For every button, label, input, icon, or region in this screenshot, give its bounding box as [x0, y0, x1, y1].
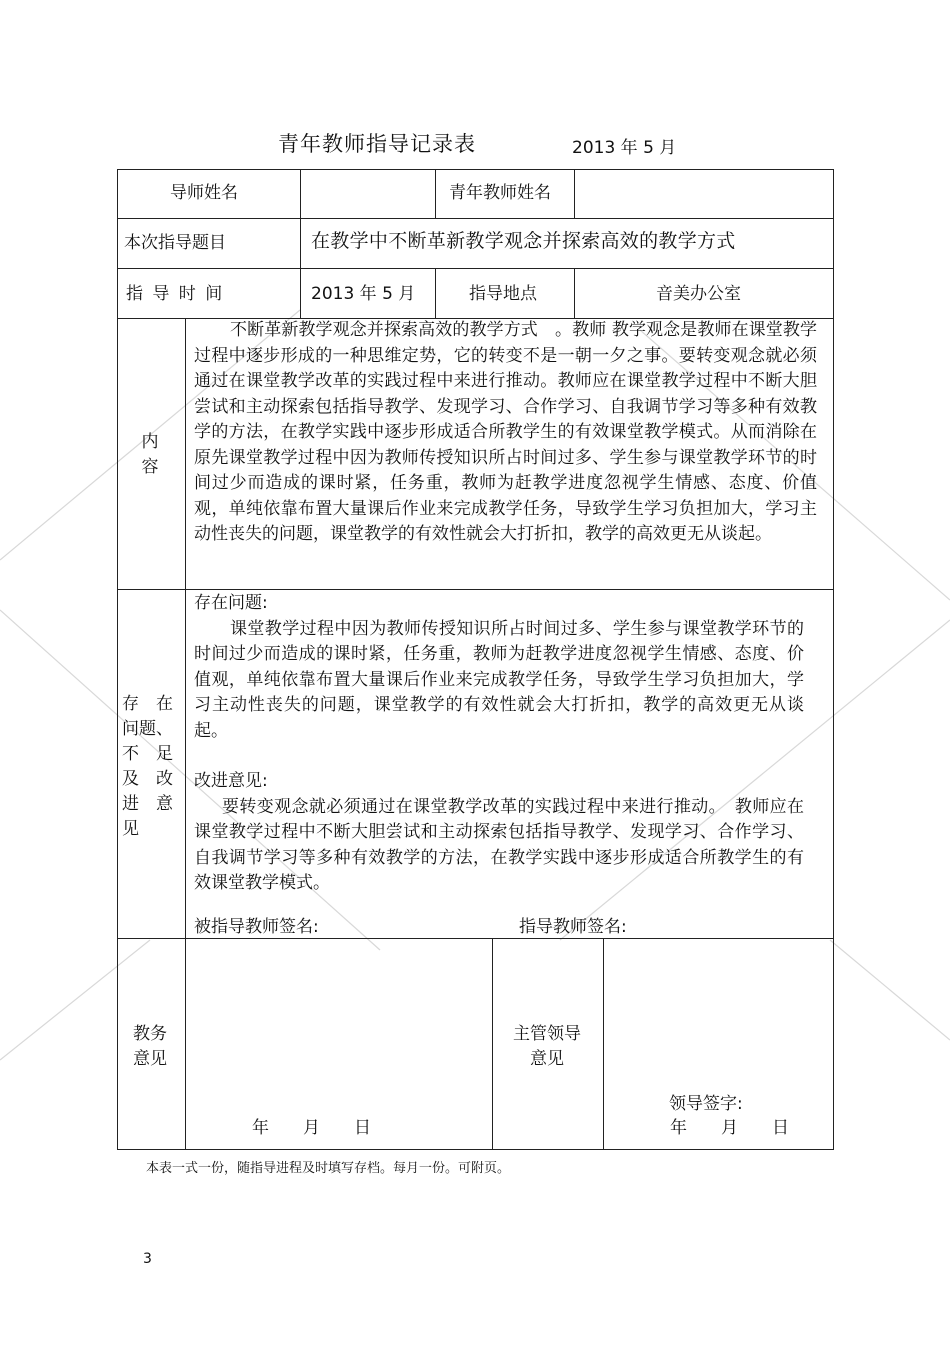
content-text-block [194, 318, 817, 548]
academic-affairs-date: 年 月 日 [252, 1118, 371, 1138]
mentee-signature-label: 被指导教师签名: [194, 917, 319, 937]
academic-affairs-label [122, 1022, 178, 1072]
content-paragraph: 不断革新教学观念并探索高效的教学方式 。教师 教学观念是教师在课堂教学过程中逐步形成的一种思维定势，它的转变不是一朝一夕之事。要转变观念就必须通过在课堂教学改革的实践过程中来进行推动。教师应在课堂教学过程中不断大胆尝试和主动探索包括指导教学、发现学习、合作学习、自我调节学习等多种有效教学的方法，在教学实践中逐步形成适合所教学生的有效课堂教学模式。从而消除在原先课堂教学过程中因为教师传授知识所占时间过多、学生参与课堂教学环节的时间过少而造成的课时紧，任务重，教师为赶教学进度忽视学生情感、态度、价值观，单纯依靠布置大量课后作业来完成教学任务，导致学生学习负担加大，学习主动性丧失的问题，课堂教学的有效性就会大打折扣，教学的高效更无从谈起。 [194, 320, 817, 544]
leader-opinion-label-line: 意见 [530, 1049, 564, 1069]
content-label-line: 容 [141, 457, 159, 477]
young-teacher-name-label: 青年教师姓名 [449, 183, 551, 203]
table-col-divider [492, 938, 493, 1150]
table-row-divider [117, 268, 834, 269]
mentor-name-value[interactable] [310, 181, 425, 206]
problems-text-block [194, 591, 804, 897]
page-title: 青年教师指导记录表 [278, 132, 476, 156]
table-col-divider [300, 169, 301, 319]
academic-affairs-label-line: 意见 [133, 1049, 167, 1069]
mentor-name-label: 导师姓名 [170, 183, 238, 203]
content-label [130, 430, 170, 480]
table-border-left [117, 169, 118, 1150]
improve-heading: 改进意见: [194, 771, 268, 791]
problem-heading: 存在问题: [194, 593, 268, 613]
topic-label: 本次指导题目 [124, 233, 226, 253]
leader-date: 年 月 日 [670, 1118, 789, 1138]
table-border-bottom [117, 1149, 834, 1150]
academic-affairs-label-line: 教务 [133, 1024, 167, 1044]
leader-signature-label: 领导签字: [669, 1094, 743, 1114]
table-col-divider [574, 268, 575, 319]
improve-paragraph: 要转变观念就必须通过在课堂教学改革的实践过程中来进行推动。 教师应在课堂教学过程中不断大胆尝试和主动探索包括指导教学、发现学习、合作学习、自我调节学习等多种有效教学的方法，在教学实践中逐步形成适合所教学生的有效课堂教学模式。 [194, 796, 804, 893]
table-col-divider [435, 169, 436, 219]
young-teacher-name-value[interactable] [584, 181, 824, 206]
problems-label-line: 问题、 [122, 719, 173, 739]
table-row-divider [117, 589, 834, 590]
problems-label-line: 进 意 [122, 794, 173, 814]
time-value: 2013 年 5 月 [311, 284, 416, 304]
table-border-right [833, 169, 834, 1150]
footer-note: 本表一式一份，随指导进程及时填写存档。每月一份。可附页。 [146, 1161, 511, 1176]
leader-opinion-label [500, 1022, 594, 1072]
time-label: 指 导 时 间 [126, 284, 225, 304]
topic-value: 在教学中不断革新教学观念并探索高效的教学方式 [311, 230, 736, 252]
problems-label [122, 692, 178, 842]
page-number: 3 [143, 1251, 152, 1267]
problems-label-line: 存 在 [122, 694, 173, 714]
problem-paragraph: 课堂教学过程中因为教师传授知识所占时间过多、学生参与课堂教学环节的时间过少而造成的课时紧，任务重，教师为赶教学进度忽视学生情感、态度、价值观，单纯依靠布置大量课后作业来完成教学任务，导致学生学习负担加大，学习主动性丧失的问题，课堂教学的有效性就会大打折扣，教学的高效更无从谈起。 [194, 618, 804, 741]
place-label: 指导地点 [469, 284, 537, 304]
place-value: 音美办公室 [656, 284, 741, 304]
problems-label-line: 不 足 [122, 744, 173, 764]
problems-label-line: 及 改 [122, 769, 173, 789]
leader-opinion-label-line: 主管领导 [513, 1024, 581, 1044]
table-col-divider [185, 318, 186, 1150]
problems-label-line: 见 [122, 819, 139, 839]
table-col-divider [435, 268, 436, 319]
table-col-divider [603, 938, 604, 1150]
content-label-line: 内 [141, 432, 159, 452]
header-date: 2013 年 5 月 [572, 138, 677, 158]
table-row-divider [117, 218, 834, 219]
mentor-signature-label: 指导教师签名: [519, 917, 627, 937]
table-border-top [117, 169, 834, 170]
table-col-divider [574, 169, 575, 219]
